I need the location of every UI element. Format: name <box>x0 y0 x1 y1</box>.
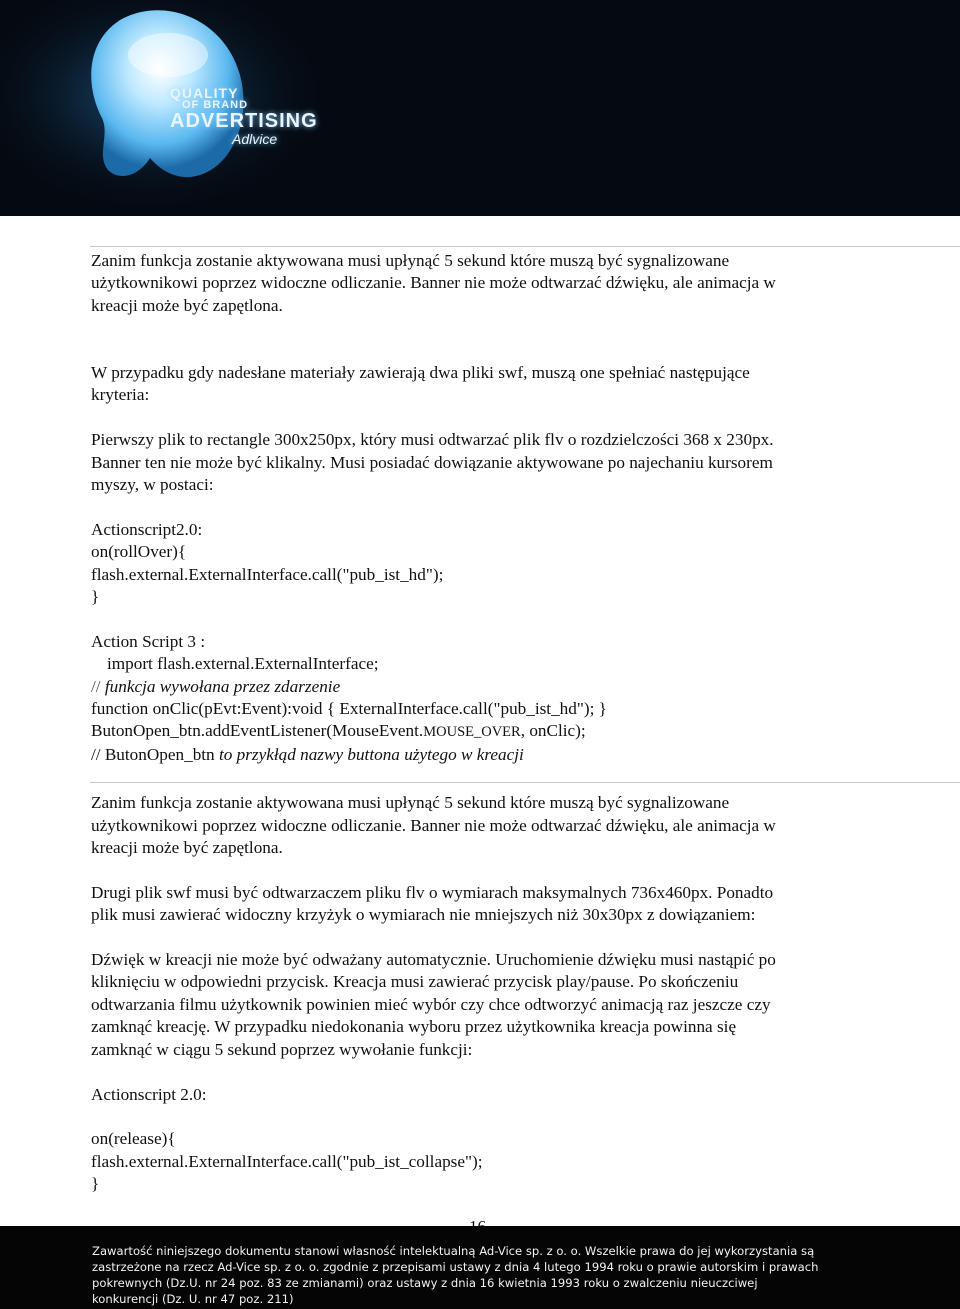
footer-line: konkurencji (Dz. U. nr 47 poz. 211) <box>92 1292 294 1306</box>
listener-const: MOUSE_OVER <box>423 724 521 741</box>
code-line: flash.external.ExternalInterface.call("pub_ist_collapse"); <box>91 1151 483 1171</box>
paragraph-line: myszy, w postaci: <box>91 475 214 495</box>
paragraph-line: kliknięciu w odpowiedni przycisk. Kreacja musi zawierać przycisk play/pause. Po skończeniu <box>91 972 739 992</box>
code-heading: Actionscript 2.0: <box>91 1084 207 1104</box>
code-line: Actionscript2.0: <box>91 519 203 539</box>
paragraph-line: kreacji może być zapętlona. <box>91 838 283 858</box>
note-text: to przykłąd nazwy buttona użytego w kreacji <box>218 744 524 764</box>
brand-logo <box>170 86 318 147</box>
footer-line: zastrzeżone na rzecz Ad-Vice sp. z o. o. zgodnie z przepisami ustawy z dnia 4 lutego 1994 roku o prawie autorskim i prawach <box>92 1260 819 1274</box>
footer-line: pokrewnych (Dz.U. nr 24 poz. 83 ze zmianami) oraz ustawy z dnia 16 kwietnia 1993 roku o zwalczeniu nieuczciwej <box>92 1276 758 1290</box>
code-line: import flash.external.ExternalInterface; <box>107 654 379 674</box>
paragraph-line: Banner ten nie może być klikalny. Musi posiadać dowiązanie aktywowane po najechaniu kursorem <box>91 452 773 472</box>
logo-line-quality: QUALITY <box>170 85 239 101</box>
code-line: } <box>91 587 100 607</box>
code-note <box>91 744 881 766</box>
paragraph-line: zamknąć w ciągu 5 sekund poprzez wywołanie funkcji: <box>91 1039 473 1059</box>
paragraph-line: Zanim funkcja zostanie aktywowana musi upłynąć 5 sekund które muszą być sygnalizowane <box>91 793 730 813</box>
code-heading: Action Script 3 : <box>91 631 206 651</box>
document-body <box>91 250 881 1196</box>
listener-start: ButonOpen_btn.addEventListener(MouseEvent. <box>91 721 424 741</box>
paragraph-line: kryteria: <box>91 385 150 405</box>
comment-text: funkcja wywołana przez zdarzenie <box>104 676 341 696</box>
code-line: } <box>91 1174 100 1194</box>
paragraph-line: Dźwięk w kreacji nie może być odważany automatycznie. Uruchomienie dźwięku musi nastąpić po <box>91 950 776 970</box>
code-line: function onClic(pEvt:Event):void { ExternalInterface.call("pub_ist_hd"); } <box>91 699 607 719</box>
footer-line: Zawartość niniejszego dokumentu stanowi własność intelektualną Ad-Vice sp. z o. o. Wszelkie prawa do jej wykorzystania są <box>92 1244 815 1258</box>
paragraph-line: Zanim funkcja zostanie aktywowana musi upłynąć 5 sekund które muszą być sygnalizowane <box>91 251 730 270</box>
logo-line-of-brand: OF BRAND <box>182 99 249 111</box>
blob-logo-graphic <box>0 0 960 216</box>
code-line: flash.external.ExternalInterface.call("pub_ist_hd"); <box>91 564 444 584</box>
paragraph-line: Pierwszy plik to rectangle 300x250px, który musi odtwarzać plik flv o rozdzielczości 368 x 230px. <box>91 430 774 450</box>
code-line: on(release){ <box>91 1129 176 1149</box>
paragraph-line: W przypadku gdy nadesłane materiały zawierają dwa pliki swf, muszą one spełniać następujące <box>91 363 750 382</box>
paragraph-line: Drugi plik swf musi być odtwarzaczem pliku flv o wymiarach maksymalnych 736x460px. Ponadto <box>91 882 774 902</box>
code-comment <box>91 676 881 698</box>
note-code: // ButonOpen_btn <box>91 744 219 764</box>
copyright-notice <box>92 1243 818 1307</box>
paragraph-line: odtwarzania filmu użytkownik powinien mieć wybór czy chce odtworzyć animacją raz jeszcze czy <box>91 994 771 1014</box>
paragraph-line: użytkownikowi poprzez widoczne odliczanie. Banner nie może odtwarzać dźwięku, ale animacja w <box>91 815 776 835</box>
divider-top <box>90 246 960 247</box>
paragraph-line: zamknąć kreację. W przypadku niedokonania wyboru przez użytkownika kreacja powinna się <box>91 1017 737 1037</box>
listener-end: , onClic); <box>520 721 586 741</box>
logo-line-advertising: ADVERTISING <box>170 110 318 132</box>
comment-slashes: // <box>91 676 105 696</box>
header-banner <box>0 0 960 216</box>
paragraph-line: plik musi zawierać widoczny krzyżyk o wymiarach nie mniejszych niż 30x30px z dowiązaniem: <box>91 905 756 925</box>
code-line <box>91 720 881 743</box>
logo-line-advice: Adlvice <box>232 131 278 147</box>
footer <box>0 1226 960 1309</box>
paragraph-line: użytkownikowi poprzez widoczne odliczanie. Banner nie może odtwarzać dźwięku, ale animacja w <box>91 273 776 293</box>
code-line: on(rollOver){ <box>91 542 187 562</box>
paragraph-line: kreacji może być zapętlona. <box>91 295 283 315</box>
